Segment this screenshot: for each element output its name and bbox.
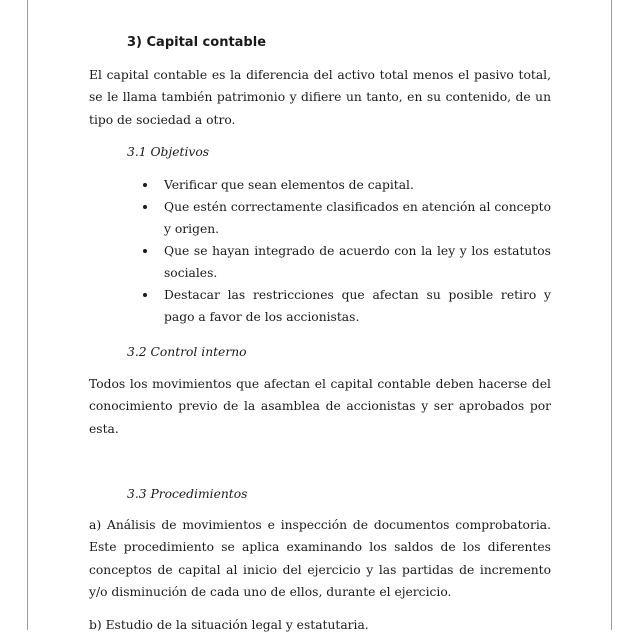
list-item-text: Que estén correctamente clasificados en atención al concepto y origen. [164, 200, 551, 236]
page-border-right [611, 0, 612, 630]
list-item [143, 196, 551, 240]
list-item [143, 284, 551, 328]
control-paragraph: Todos los movimientos que afectan el capital contable deben hacerse del conocimiento previo de la asamblea de accionistas y ser aprobados por esta. [89, 377, 551, 436]
procedimiento-a-paragraph: a) Análisis de movimientos e inspección de documentos comprobatoria. Este procedimiento se aplica examinando los saldos de los diferentes conceptos de capital al inicio del ejercicio y las partidas de incremento y/o disminución de cada uno de ellos, durante el ejercicio. [89, 518, 551, 599]
bullet-icon [143, 293, 147, 297]
list-item-text: Verificar que sean elementos de capital. [164, 178, 414, 192]
objetivos-list [143, 174, 551, 328]
bullet-icon [143, 205, 147, 209]
intro-paragraph: El capital contable es la diferencia del activo total menos el pasivo total, se le llama también patrimonio y difiere un tanto, en su contenido, de un tipo de sociedad a otro. [89, 68, 551, 127]
list-item-text: Que se hayan integrado de acuerdo con la ley y los estatutos sociales. [164, 244, 551, 280]
procedimientos-title: 3.3 Procedimientos [127, 487, 248, 501]
list-item [143, 174, 551, 196]
page-border-left [27, 0, 28, 630]
objetivos-title: 3.1 Objetivos [127, 145, 210, 159]
control-title: 3.2 Control interno [127, 345, 247, 359]
bullet-icon [143, 183, 147, 187]
section-heading: 3) Capital contable [127, 35, 267, 50]
bullet-icon [143, 249, 147, 253]
list-item [143, 240, 551, 284]
procedimiento-b-paragraph: b) Estudio de la situación legal y estatutaria. [89, 618, 369, 632]
list-item-text: Destacar las restricciones que afectan su posible retiro y pago a favor de los accionistas. [164, 288, 551, 324]
